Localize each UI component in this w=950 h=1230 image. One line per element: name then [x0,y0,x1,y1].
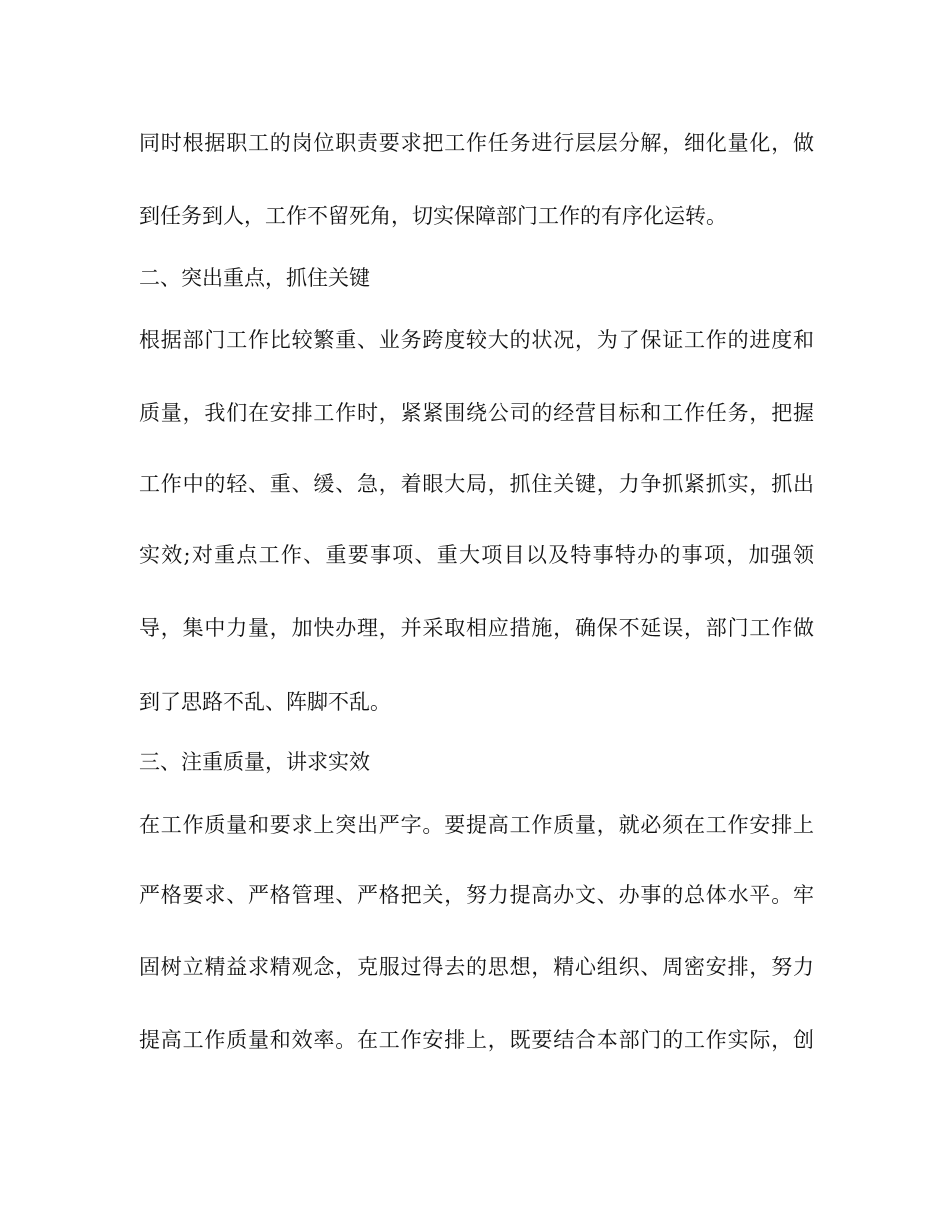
paragraph-line: 到了思路不乱、阵脚不乱。 [139,690,391,714]
section-heading: 二、突出重点，抓住关键 [139,266,370,290]
paragraph-line: 导，集中力量，加快办理，并采取相应措施，确保不延误，部门工作做 [139,616,814,640]
paragraph-line: 在工作质量和要求上突出严字。要提高工作质量，就必须在工作安排上 [139,813,814,837]
paragraph-line: 固树立精益求精观念，克服过得去的思想，精心组织、周密安排，努力 [139,955,814,979]
paragraph-line: 工作中的轻、重、缓、急，着眼大局，抓住关键，力争抓紧抓实，抓出 [139,472,814,496]
paragraph-line: 根据部门工作比较繁重、业务跨度较大的状况，为了保证工作的进度和 [139,328,814,352]
section-heading: 三、注重质量，讲求实效 [139,750,370,774]
paragraph-line: 提高工作质量和效率。在工作安排上，既要结合本部门的工作实际，创 [139,1028,814,1052]
paragraph-line: 到任务到人，工作不留死角，切实保障部门工作的有序化运转。 [139,204,727,228]
paragraph-line: 同时根据职工的岗位职责要求把工作任务进行层层分解，细化量化，做 [139,131,814,155]
paragraph-line: 严格要求、严格管理、严格把关，努力提高办文、办事的总体水平。牢 [139,883,814,907]
paragraph-line: 质量，我们在安排工作时，紧紧围绕公司的经营目标和工作任务，把握 [139,401,814,425]
paragraph-line: 实效;对重点工作、重要事项、重大项目以及特事特办的事项，加强领 [139,543,814,567]
